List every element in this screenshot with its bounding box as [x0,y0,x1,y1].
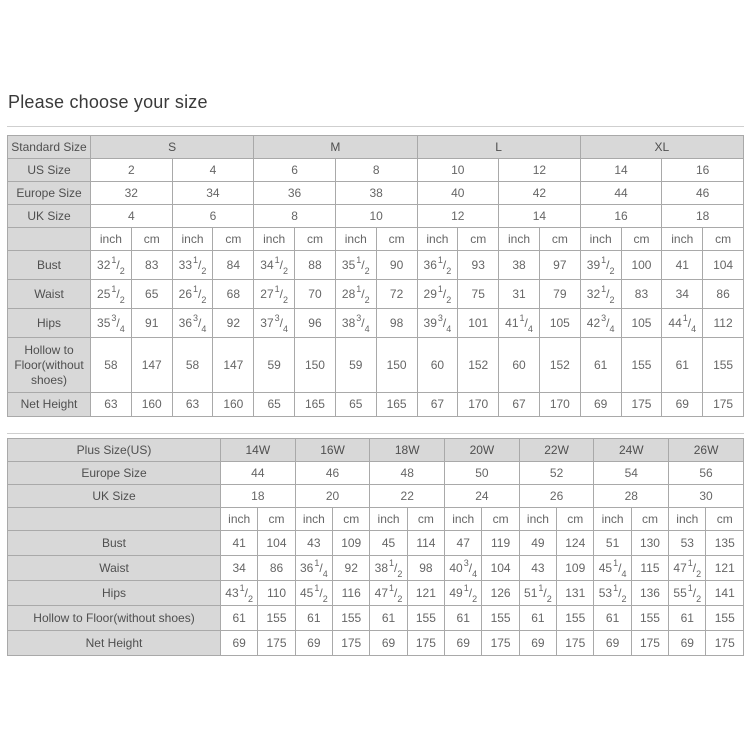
measurement-cell: 104 [258,531,295,556]
measurement-cell: 150 [376,338,417,393]
size-value-cell: 10 [335,205,417,228]
measurement-cell: 69 [519,631,556,656]
size-value-cell: 56 [669,462,744,485]
measurement-cell: 160 [213,393,254,417]
measurement-cell: 90 [376,251,417,280]
measurement-cell: 98 [407,556,444,581]
measurement-cell: $39^3/_4$ [417,309,458,338]
measurement-cell: 155 [407,606,444,631]
size-group-cell: 16W [295,439,370,462]
row-label-cell: Bust [8,251,91,280]
size-row [8,462,744,485]
measurement-cell: 72 [376,280,417,309]
measurement-cell: 96 [295,309,336,338]
row-label-cell: Hollow to Floor(without shoes) [8,338,91,393]
unit-cell: inch [91,228,132,251]
measurement-cell: 155 [333,606,370,631]
divider-line [7,433,744,434]
measurement-cell: $45^1/_2$ [295,581,332,606]
unit-cell: cm [621,228,662,251]
size-group-cell: 22W [519,439,594,462]
corner-cell [8,228,91,251]
measurement-cell: 155 [631,606,668,631]
measurement-cell: $27^1/_2$ [254,280,295,309]
size-value-cell: 16 [662,159,744,182]
measurement-cell: 61 [370,606,407,631]
size-value-cell: 44 [580,182,662,205]
size-row [8,182,744,205]
measurement-cell: 155 [482,606,519,631]
size-value-cell: 46 [662,182,744,205]
measurement-cell: 170 [458,393,499,417]
row-label-cell: Net Height [8,393,91,417]
measurement-cell: 58 [172,338,213,393]
corner-cell: Standard Size [8,136,91,159]
measurement-cell: 59 [254,338,295,393]
row-label-cell: Europe Size [8,462,221,485]
measurement-cell: 155 [258,606,295,631]
measurement-cell: 68 [213,280,254,309]
size-group-cell: 26W [669,439,744,462]
measurement-cell: 43 [295,531,332,556]
measurement-cell: 69 [370,631,407,656]
measurement-cell: 34 [662,280,703,309]
size-value-cell: 18 [662,205,744,228]
measurement-cell: 105 [621,309,662,338]
unit-cell: inch [519,508,556,531]
measurement-cell: 65 [335,393,376,417]
measurement-cell: 75 [458,280,499,309]
measurement-cell: 175 [333,631,370,656]
measurement-cell: $35^3/_4$ [91,309,132,338]
size-value-cell: 8 [254,205,336,228]
size-group-cell: XL [580,136,743,159]
unit-row [8,228,744,251]
unit-cell: inch [335,228,376,251]
measurement-cell: $26^1/_2$ [172,280,213,309]
measurement-cell: 115 [631,556,668,581]
measurement-cell: 61 [295,606,332,631]
measurement-cell: 69 [594,631,631,656]
measurement-cell: 150 [295,338,336,393]
size-value-cell: 18 [221,485,296,508]
row-label-cell: Net Height [8,631,221,656]
measurement-cell: 92 [213,309,254,338]
measurement-cell: 61 [669,606,706,631]
unit-cell: cm [258,508,295,531]
measurement-cell: 104 [482,556,519,581]
measurement-cell: 91 [131,309,172,338]
size-group-cell: 18W [370,439,445,462]
size-group-cell: L [417,136,580,159]
measurement-cell: 141 [706,581,744,606]
measurement-cell: 175 [703,393,744,417]
size-value-cell: 12 [417,205,499,228]
measure-row [8,631,744,656]
unit-cell: inch [254,228,295,251]
measurement-cell: $41^1/_4$ [499,309,540,338]
measurement-cell: 59 [335,338,376,393]
unit-cell: inch [417,228,458,251]
measure-row [8,606,744,631]
unit-row [8,508,744,531]
measurement-cell: 116 [333,581,370,606]
measurement-cell: 97 [539,251,580,280]
row-label-cell: Bust [8,531,221,556]
measurement-cell: 67 [499,393,540,417]
measurement-cell: 131 [557,581,594,606]
unit-cell: cm [703,228,744,251]
size-value-cell: 4 [172,159,254,182]
measurement-cell: $36^1/_2$ [417,251,458,280]
measurement-cell: 60 [499,338,540,393]
size-row [8,485,744,508]
measurement-cell: 92 [333,556,370,581]
row-label-cell: Waist [8,556,221,581]
measurement-cell: 165 [376,393,417,417]
measurement-cell: $36^3/_4$ [172,309,213,338]
measurement-cell: 155 [706,606,744,631]
measure-row [8,280,744,309]
measurement-cell: 69 [669,631,706,656]
header-row [8,136,744,159]
measurement-cell: $39^1/_2$ [580,251,621,280]
unit-cell: inch [445,508,482,531]
size-row [8,159,744,182]
unit-cell: inch [580,228,621,251]
unit-cell: inch [499,228,540,251]
unit-cell: inch [662,228,703,251]
measurement-cell: 119 [482,531,519,556]
size-value-cell: 4 [91,205,173,228]
measurement-cell: 70 [295,280,336,309]
unit-cell: inch [172,228,213,251]
row-label-cell: Hips [8,309,91,338]
measurement-cell: 121 [407,581,444,606]
unit-cell: cm [333,508,370,531]
measurement-cell: 100 [621,251,662,280]
size-value-cell: 8 [335,159,417,182]
unit-cell: cm [557,508,594,531]
measurement-cell: 51 [594,531,631,556]
size-value-cell: 48 [370,462,445,485]
measurement-cell: 98 [376,309,417,338]
measurement-cell: 38 [499,251,540,280]
measurement-cell: $34^1/_2$ [254,251,295,280]
measurement-cell: $25^1/_2$ [91,280,132,309]
size-group-cell: 20W [445,439,520,462]
measurement-cell: 130 [631,531,668,556]
measurement-cell: 109 [333,531,370,556]
measurement-cell: $38^1/_2$ [370,556,407,581]
size-value-cell: 34 [172,182,254,205]
measurement-cell: 45 [370,531,407,556]
unit-cell: cm [458,228,499,251]
size-value-cell: 10 [417,159,499,182]
measurement-cell: 65 [254,393,295,417]
measurement-cell: $35^1/_2$ [335,251,376,280]
measurement-cell: 83 [131,251,172,280]
size-value-cell: 38 [335,182,417,205]
measurement-cell: 136 [631,581,668,606]
measurement-cell: $47^1/_2$ [669,556,706,581]
size-value-cell: 16 [580,205,662,228]
measurement-cell: 49 [519,531,556,556]
corner-cell: Plus Size(US) [8,439,221,462]
measure-row [8,393,744,417]
size-value-cell: 6 [172,205,254,228]
measurement-cell: 79 [539,280,580,309]
unit-cell: cm [376,228,417,251]
measurement-cell: 165 [295,393,336,417]
unit-cell: inch [295,508,332,531]
row-label-cell: Waist [8,280,91,309]
unit-cell: cm [295,228,336,251]
measurement-cell: 83 [621,280,662,309]
measurement-cell: 58 [91,338,132,393]
header-row [8,439,744,462]
measurement-cell: $36^1/_4$ [295,556,332,581]
unit-cell: inch [370,508,407,531]
measurement-cell: 41 [221,531,258,556]
measurement-cell: $29^1/_2$ [417,280,458,309]
measurement-cell: $33^1/_2$ [172,251,213,280]
measurement-cell: 121 [706,556,744,581]
measurement-cell: 61 [580,338,621,393]
unit-cell: inch [221,508,258,531]
size-group-cell: 14W [221,439,296,462]
measurement-cell: 170 [539,393,580,417]
size-value-cell: 54 [594,462,669,485]
measurement-cell: 110 [258,581,295,606]
size-value-cell: 44 [221,462,296,485]
measurement-cell: 63 [91,393,132,417]
unit-cell: cm [482,508,519,531]
measure-row [8,309,744,338]
measurement-cell: 152 [458,338,499,393]
measurement-cell: 41 [662,251,703,280]
measurement-cell: 86 [703,280,744,309]
measurement-cell: 61 [519,606,556,631]
size-value-cell: 30 [669,485,744,508]
measurement-cell: 147 [131,338,172,393]
size-value-cell: 22 [370,485,445,508]
measure-row [8,251,744,280]
measurement-cell: 69 [662,393,703,417]
measurement-cell: 114 [407,531,444,556]
unit-cell: cm [539,228,580,251]
measurement-cell: 84 [213,251,254,280]
size-value-cell: 40 [417,182,499,205]
measurement-cell: 86 [258,556,295,581]
size-group-cell: 24W [594,439,669,462]
measurement-cell: 175 [258,631,295,656]
corner-cell [8,508,221,531]
measurement-cell: 124 [557,531,594,556]
measurement-cell: 155 [557,606,594,631]
page-title: Please choose your size [8,92,208,112]
measurement-cell: 47 [445,531,482,556]
row-label-cell: Hips [8,581,221,606]
measurement-cell: 175 [706,631,744,656]
unit-cell: inch [669,508,706,531]
measurement-cell: $47^1/_2$ [370,581,407,606]
unit-cell: inch [594,508,631,531]
divider-line [7,126,744,127]
measurement-cell: 175 [557,631,594,656]
row-label-cell: US Size [8,159,91,182]
measurement-cell: 31 [499,280,540,309]
measurement-cell: $43^1/_2$ [221,581,258,606]
measurement-cell: 69 [295,631,332,656]
measure-row [8,556,744,581]
measurement-cell: 105 [539,309,580,338]
measurement-cell: $55^1/_2$ [669,581,706,606]
measurement-cell: 67 [417,393,458,417]
measurement-cell: 175 [621,393,662,417]
measurement-cell: $40^3/_4$ [445,556,482,581]
unit-cell: cm [706,508,744,531]
measurement-cell: $37^3/_4$ [254,309,295,338]
measurement-cell: 112 [703,309,744,338]
size-value-cell: 12 [499,159,581,182]
measurement-cell: $53^1/_2$ [594,581,631,606]
measurement-cell: $49^1/_2$ [445,581,482,606]
standard-size-table [7,135,744,417]
measurement-cell: 61 [662,338,703,393]
size-value-cell: 2 [91,159,173,182]
size-value-cell: 28 [594,485,669,508]
measurement-cell: 69 [221,631,258,656]
plus-size-table [7,438,744,656]
size-value-cell: 20 [295,485,370,508]
measurement-cell: 155 [703,338,744,393]
size-value-cell: 52 [519,462,594,485]
measurement-cell: 43 [519,556,556,581]
size-value-cell: 50 [445,462,520,485]
measurement-cell: $32^1/_2$ [91,251,132,280]
measurement-cell: 65 [131,280,172,309]
measure-row [8,581,744,606]
size-value-cell: 36 [254,182,336,205]
measurement-cell: 175 [482,631,519,656]
measurement-cell: 160 [131,393,172,417]
unit-cell: cm [213,228,254,251]
measurement-cell: 155 [621,338,662,393]
measurement-cell: 175 [407,631,444,656]
unit-cell: cm [407,508,444,531]
measurement-cell: 175 [631,631,668,656]
measurement-cell: 69 [445,631,482,656]
measurement-cell: 63 [172,393,213,417]
measurement-cell: $45^1/_4$ [594,556,631,581]
measurement-cell: $51^1/_2$ [519,581,556,606]
size-value-cell: 24 [445,485,520,508]
size-value-cell: 6 [254,159,336,182]
size-value-cell: 14 [580,159,662,182]
measurement-cell: 61 [594,606,631,631]
measurement-cell: 152 [539,338,580,393]
measurement-cell: $42^3/_4$ [580,309,621,338]
measure-row [8,338,744,393]
size-group-cell: M [254,136,417,159]
measurement-cell: $38^3/_4$ [335,309,376,338]
row-label-cell: UK Size [8,205,91,228]
size-group-cell: S [91,136,254,159]
measure-row [8,531,744,556]
measurement-cell: $44^1/_4$ [662,309,703,338]
measurement-cell: 101 [458,309,499,338]
size-value-cell: 14 [499,205,581,228]
measurement-cell: 93 [458,251,499,280]
unit-cell: cm [131,228,172,251]
measurement-cell: $32^1/_2$ [580,280,621,309]
size-value-cell: 32 [91,182,173,205]
measurement-cell: 53 [669,531,706,556]
measurement-cell: 88 [295,251,336,280]
size-value-cell: 46 [295,462,370,485]
size-value-cell: 42 [499,182,581,205]
measurement-cell: 61 [445,606,482,631]
measurement-cell: $28^1/_2$ [335,280,376,309]
row-label-cell: Hollow to Floor(without shoes) [8,606,221,631]
measurement-cell: 34 [221,556,258,581]
size-row [8,205,744,228]
unit-cell: cm [631,508,668,531]
measurement-cell: 69 [580,393,621,417]
measurement-cell: 61 [221,606,258,631]
measurement-cell: 135 [706,531,744,556]
measurement-cell: 60 [417,338,458,393]
measurement-cell: 104 [703,251,744,280]
measurement-cell: 109 [557,556,594,581]
row-label-cell: UK Size [8,485,221,508]
measurement-cell: 147 [213,338,254,393]
measurement-cell: 126 [482,581,519,606]
size-value-cell: 26 [519,485,594,508]
row-label-cell: Europe Size [8,182,91,205]
